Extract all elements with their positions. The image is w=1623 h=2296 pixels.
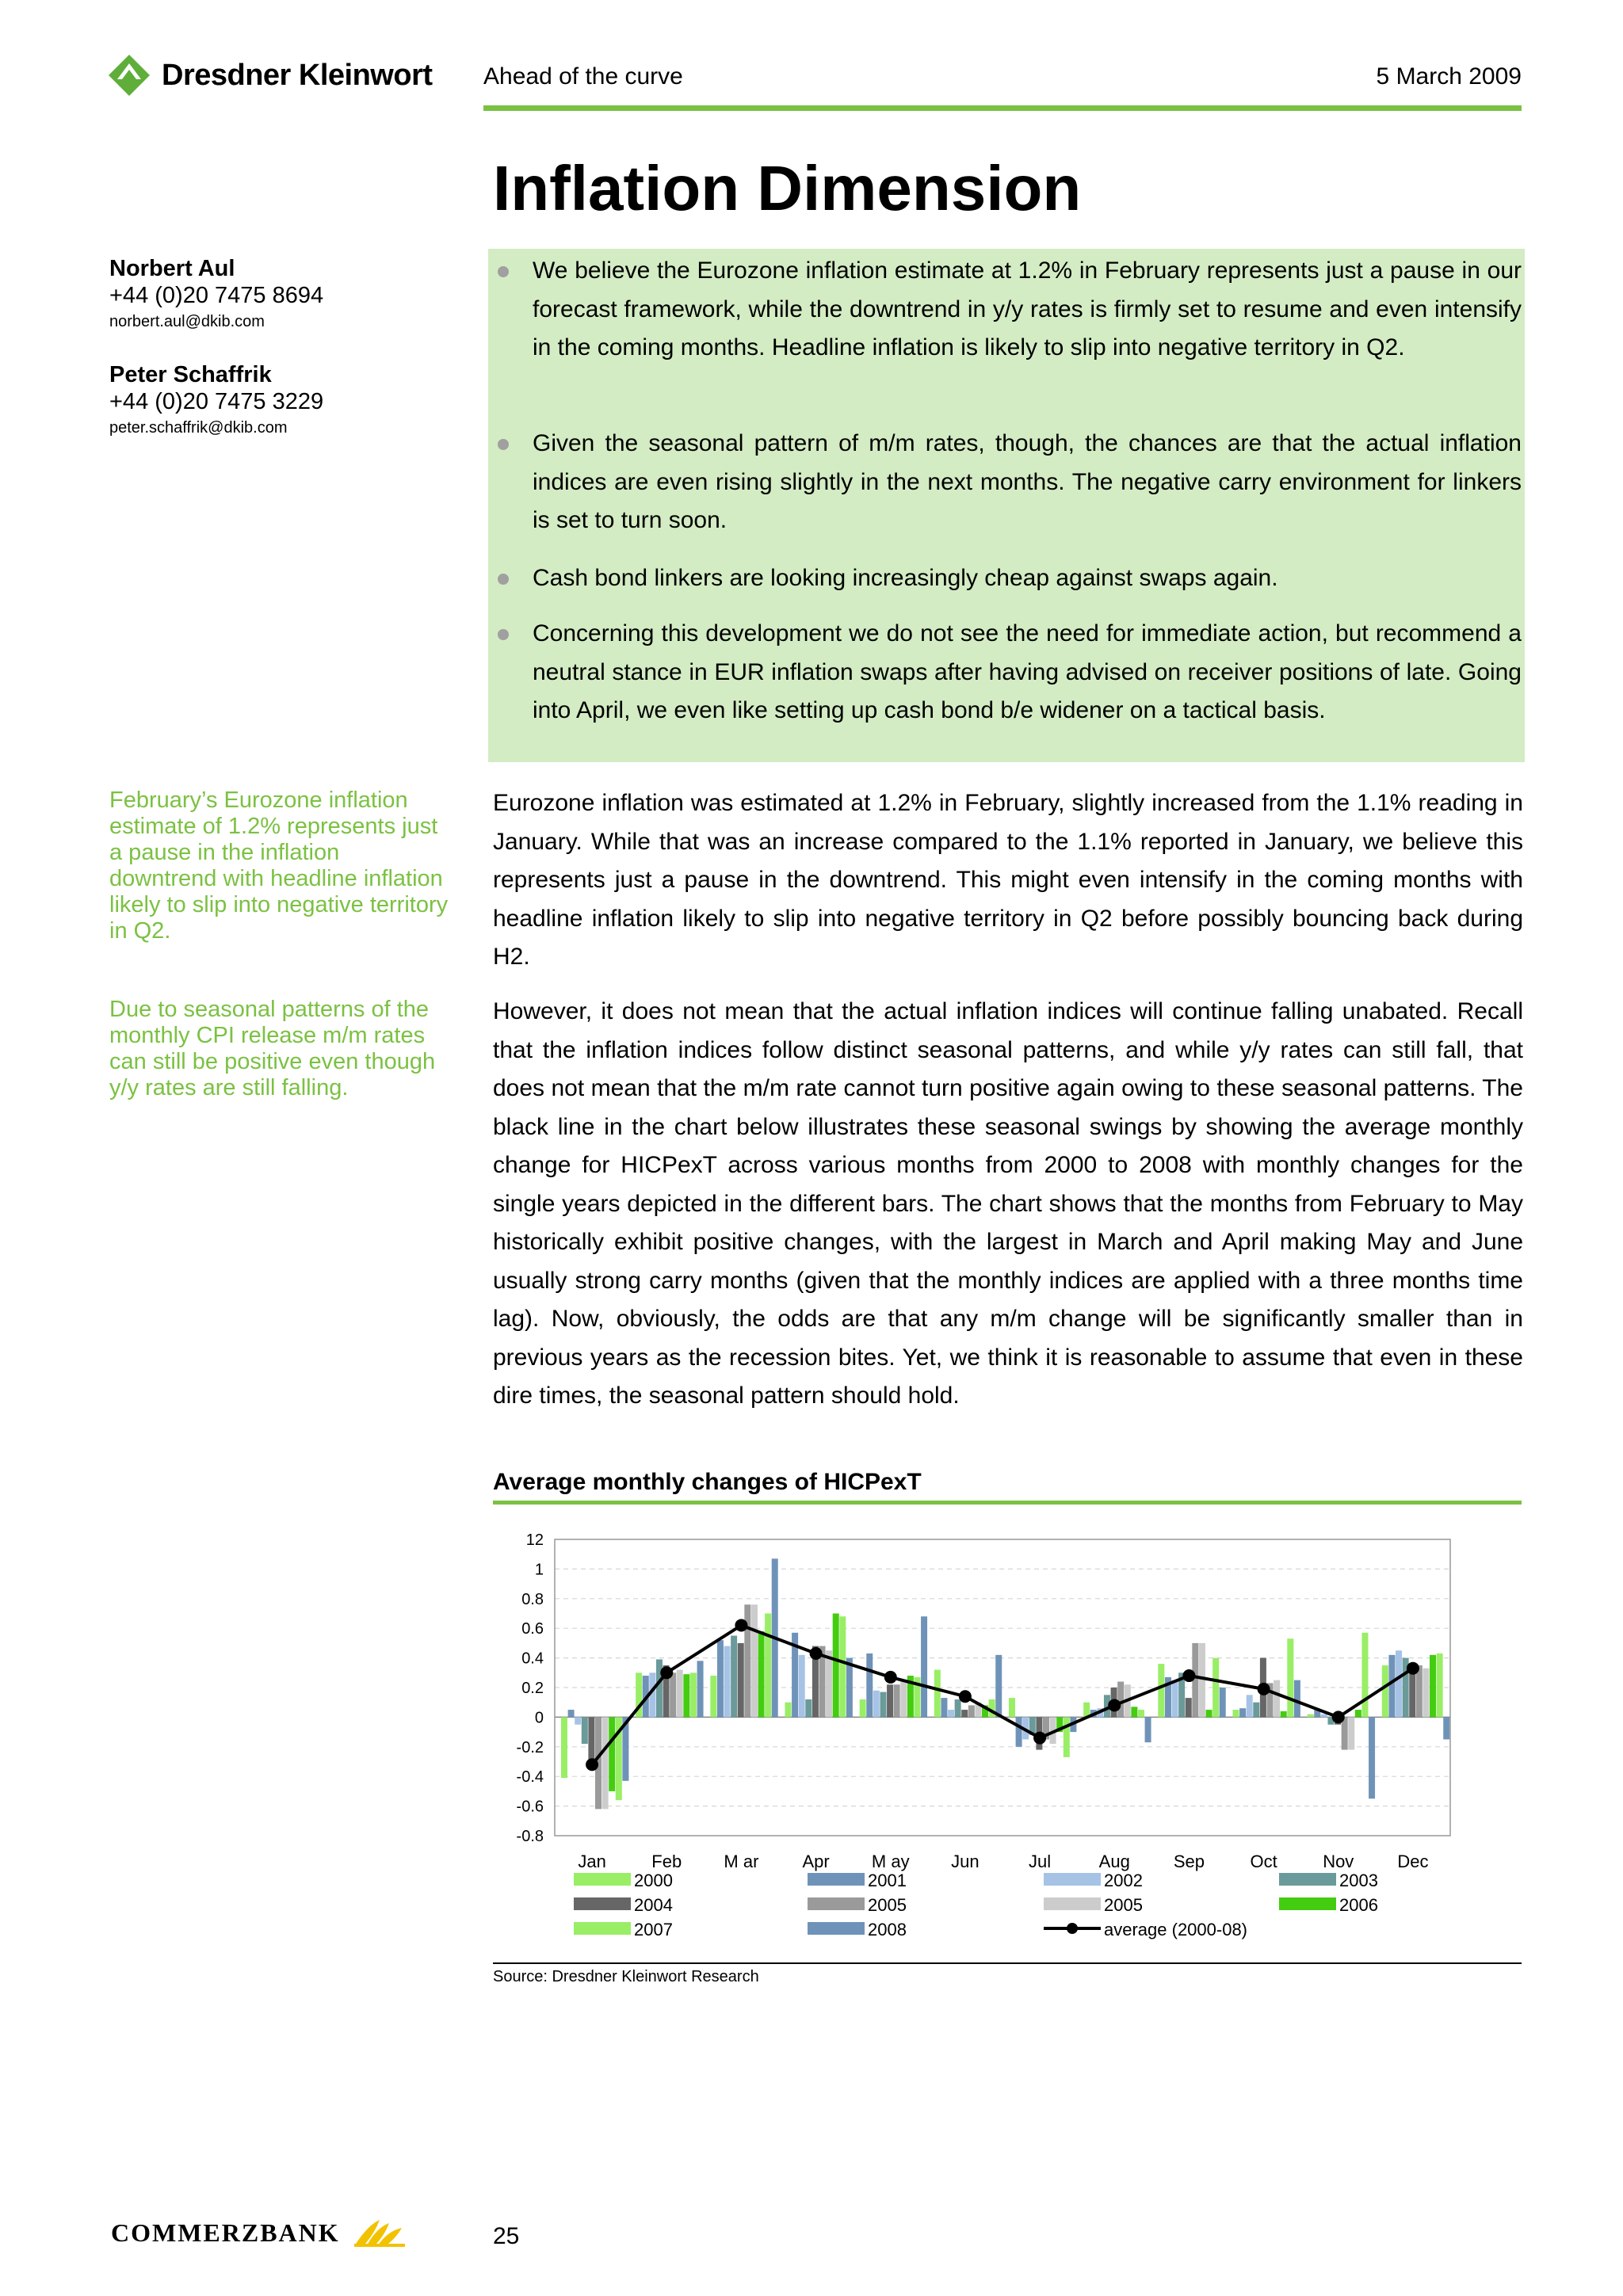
bar [785, 1703, 792, 1718]
y-tick-label: -0.8 [516, 1828, 544, 1845]
author-name: Peter Schaffrik [109, 362, 272, 387]
bar [1308, 1714, 1314, 1718]
bar [1294, 1680, 1300, 1718]
y-tick-label: 0.8 [521, 1590, 544, 1608]
y-tick-label: -0.4 [516, 1768, 544, 1787]
bar [1369, 1717, 1375, 1798]
bar [1206, 1710, 1212, 1717]
bar [955, 1699, 961, 1717]
bar [839, 1616, 846, 1717]
authors-block [109, 255, 458, 467]
bar [1342, 1717, 1348, 1749]
legend-label: 2004 [634, 1895, 673, 1915]
bar [731, 1636, 737, 1718]
chart-title: Average monthly changes of HICPexT [493, 1469, 922, 1495]
average-point [1108, 1699, 1121, 1711]
bullet-icon [498, 439, 509, 450]
x-tick-label: Aug [1098, 1852, 1130, 1871]
bar [656, 1659, 663, 1717]
bar [717, 1640, 724, 1717]
x-tick-label: M ay [871, 1852, 910, 1871]
bar [995, 1655, 1002, 1718]
dresdner-logo-icon [106, 52, 152, 98]
legend-swatch [808, 1897, 865, 1910]
y-tick-label: 0.4 [521, 1650, 544, 1668]
bar [799, 1655, 805, 1718]
legend-swatch [808, 1873, 865, 1886]
bar [1138, 1710, 1144, 1717]
bar [1382, 1665, 1388, 1717]
summary-bullet [488, 615, 1525, 730]
legend-label: 2003 [1339, 1871, 1378, 1890]
bar [609, 1717, 615, 1791]
chart-title-rule [493, 1501, 1522, 1505]
average-point [810, 1647, 823, 1660]
average-point [1258, 1683, 1270, 1695]
bar [1355, 1710, 1361, 1717]
average-point [660, 1666, 673, 1679]
bar [826, 1650, 832, 1717]
bar [751, 1604, 758, 1717]
bar [1253, 1703, 1259, 1718]
body-paragraph: Eurozone inflation was estimated at 1.2% in February, slightly increased from the 1.1% reading in January. While that was an increase compared to the 1.1% reported in January, we believe this represents just a pause in the downtrend. This might even intensify in the coming months with headline inflation likely to slip into negative territory in Q2 before possibly bouncing back during H2. [493, 790, 1523, 970]
legend-swatch [574, 1922, 631, 1935]
summary-bullet [488, 252, 1525, 368]
bar [582, 1717, 588, 1744]
x-tick-label: Nov [1323, 1852, 1354, 1871]
bar [941, 1698, 947, 1717]
legend-label: 2005 [868, 1895, 907, 1915]
x-tick-label: Apr [802, 1852, 830, 1871]
bar [887, 1684, 893, 1717]
bar [833, 1614, 839, 1718]
bullet-icon [498, 574, 509, 585]
body-paragraph: However, it does not mean that the actual inflation indices will continue falling unabated. Recall that the inflation indices follow distinct seasonal patterns, and while y/y rates can still fall, that does not mean that the m/m rate cannot turn positive again owing to these seasonal patterns. The black line in the chart below illustrates these seasonal swings by showing the average monthly change for HICPexT across various months from 2000 to 2008 with monthly changes for the single years depicted in the different bars. The chart shows that the months from February to May historically exhibit positive changes, with the largest in March and April making May and June usually strong carry months (given that the monthly indices are applied with a three months time lag). Now, obviously, the odds are that any m/m change will be significantly smaller than in previous years as the recession bites. Yet, we think it is reasonable to assume that even in these dire times, the seasonal pattern should hold. [493, 998, 1523, 1409]
bar [724, 1646, 731, 1718]
x-tick-label: Jan [578, 1852, 606, 1871]
summary-bullet-text: Given the seasonal pattern of m/m rates, though, the chances are that the actual inflation indices are even rising slightly in the next months. The negative carry environment for linkers is set to turn soon. [533, 430, 1522, 533]
page-number: 25 [493, 2223, 520, 2249]
bar [1388, 1655, 1395, 1718]
bar [1117, 1682, 1124, 1718]
bar [1199, 1643, 1205, 1718]
author [109, 255, 458, 334]
bar [710, 1676, 716, 1717]
bar [1016, 1717, 1022, 1746]
bullet-icon [498, 629, 509, 640]
chart-legend [574, 1871, 1378, 1939]
legend-swatch [1279, 1897, 1336, 1910]
summary-bullet [488, 425, 1525, 540]
summary-bullet-text: Cash bond linkers are looking increasingly cheap against swaps again. [533, 565, 1278, 591]
bar [948, 1710, 954, 1717]
y-tick-label: 0.2 [521, 1680, 544, 1697]
average-point [884, 1671, 897, 1684]
chart-bottom-rule [493, 1962, 1522, 1964]
legend-swatch [1279, 1873, 1336, 1886]
summary-box [488, 249, 1525, 762]
bar [1172, 1680, 1178, 1718]
bar [758, 1631, 765, 1717]
y-tick-label: 12 [525, 1531, 544, 1549]
legend-label: 2008 [868, 1920, 907, 1939]
bar [921, 1616, 927, 1717]
bar [1287, 1638, 1293, 1717]
chart-bars [561, 1558, 1449, 1809]
bar [846, 1658, 853, 1718]
legend-label: 2007 [634, 1920, 673, 1939]
side-note: Due to seasonal patterns of the monthly CPI release m/m rates can still be positive even though y/y rates are still falling. [109, 997, 436, 1100]
commerzbank-ribbon-icon [353, 2217, 408, 2248]
publication-date: 5 March 2009 [1376, 63, 1522, 90]
bar [1396, 1650, 1402, 1717]
x-tick-label: Sep [1173, 1852, 1205, 1871]
bar [866, 1653, 873, 1717]
bar [873, 1691, 880, 1718]
author-email[interactable]: norbert.aul@dkib.com [109, 313, 265, 330]
bar [1158, 1664, 1164, 1717]
y-tick-label: -0.6 [516, 1798, 544, 1816]
bar [738, 1643, 744, 1718]
bullet-icon [498, 266, 509, 277]
x-tick-label: Jun [951, 1852, 980, 1871]
author-phone: +44 (0)20 7475 3229 [109, 389, 324, 414]
bar [1409, 1672, 1415, 1717]
bar [1212, 1658, 1219, 1718]
bar [561, 1717, 567, 1778]
author-email[interactable]: peter.schaffrik@dkib.com [109, 419, 288, 437]
legend-swatch [1044, 1897, 1101, 1910]
bar [677, 1670, 683, 1718]
bar [568, 1710, 575, 1717]
legend-swatch [574, 1873, 631, 1886]
summary-bullet [488, 559, 1525, 598]
legend-label: 2006 [1339, 1895, 1378, 1915]
average-point [586, 1758, 598, 1771]
bar [894, 1684, 900, 1717]
x-tick-label: Feb [651, 1852, 682, 1871]
publication-series: Ahead of the curve [483, 63, 683, 90]
page-title: Inflation Dimension [493, 153, 1082, 223]
bar [588, 1717, 594, 1761]
hicpext-bar-chart [493, 1509, 1522, 1961]
bar [1239, 1708, 1246, 1717]
bar [1220, 1688, 1226, 1717]
x-tick-label: M ar [724, 1852, 759, 1871]
bar [961, 1710, 968, 1717]
bar [670, 1672, 676, 1717]
bar [1186, 1698, 1192, 1717]
bar [1131, 1707, 1137, 1717]
dresdner-kleinwort-logo [106, 51, 433, 100]
legend-label: 2001 [868, 1871, 907, 1890]
bar [1321, 1714, 1327, 1718]
bar [1281, 1711, 1287, 1717]
average-point [959, 1690, 972, 1703]
bar [968, 1705, 975, 1717]
average-point [1182, 1669, 1195, 1682]
summary-bullet-text: We believe the Eurozone inflation estimate at 1.2% in February represents just a pause in our forecast framework, while the downtrend in y/y rates is firmly set to resume and even intensify in the coming months. Headline inflation is likely to slip into negative territory in Q2. [533, 257, 1522, 360]
bar [1430, 1655, 1436, 1718]
legend-swatch [574, 1897, 631, 1910]
y-axis-ticks [517, 1531, 544, 1845]
average-point [1033, 1732, 1046, 1745]
bar [1247, 1695, 1253, 1717]
summary-bullet-text: Concerning this development we do not see the need for immediate action, but recommend a neutral stance in EUR inflation swaps after having advised on receiver positions of late. Going into April, we even like setting up cash bond b/e widener on a tactical basis. [533, 620, 1522, 723]
x-tick-label: Oct [1250, 1852, 1277, 1871]
bar [1437, 1653, 1443, 1717]
y-tick-label: 1 [534, 1561, 544, 1579]
bar [1009, 1698, 1015, 1717]
author-name: Norbert Aul [109, 256, 235, 281]
bar [900, 1680, 907, 1718]
header-rule [483, 105, 1522, 111]
x-axis-ticks [578, 1852, 1428, 1871]
bar [1274, 1680, 1280, 1718]
legend-label: average (2000-08) [1104, 1920, 1248, 1939]
chart-source: Source: Dresdner Kleinwort Research [493, 1968, 759, 1985]
x-tick-label: Jul [1029, 1852, 1052, 1871]
bar [683, 1674, 689, 1717]
legend-swatch [808, 1922, 865, 1935]
author [109, 361, 458, 441]
bar [575, 1717, 581, 1724]
bar [1348, 1717, 1354, 1749]
y-tick-label: -0.2 [516, 1738, 544, 1756]
bar [1443, 1717, 1449, 1739]
bar [1361, 1633, 1368, 1718]
bar [1423, 1669, 1429, 1718]
average-point [1332, 1711, 1345, 1723]
average-point [1407, 1662, 1419, 1675]
author-phone: +44 (0)20 7475 8694 [109, 283, 324, 308]
bar [1064, 1717, 1070, 1756]
legend-swatch [1044, 1873, 1101, 1886]
commerzbank-logo [111, 2217, 408, 2248]
legend-label: 2000 [634, 1871, 673, 1890]
commerzbank-logo-text: COMMERZBANK [111, 2218, 340, 2247]
bar [880, 1692, 886, 1718]
y-tick-label: 0 [534, 1709, 544, 1727]
bar [765, 1614, 771, 1718]
bar [1233, 1710, 1239, 1717]
legend-label: 2002 [1104, 1871, 1143, 1890]
bar [697, 1661, 704, 1717]
bar [860, 1699, 866, 1717]
legend-label: 2005 [1104, 1895, 1143, 1915]
bar [934, 1670, 941, 1718]
y-tick-label: 0.6 [521, 1620, 544, 1638]
bar [602, 1717, 609, 1809]
x-tick-label: Dec [1397, 1852, 1429, 1871]
average-point [735, 1619, 747, 1631]
logo-text: Dresdner Kleinwort [162, 58, 433, 92]
bar [805, 1699, 812, 1717]
legend-marker [1067, 1923, 1078, 1934]
side-note: February’s Eurozone inflation estimate of 1.2% represents just a pause in the inflation downtrend with headline inflation likely to slip into negative territory in Q2. [109, 788, 449, 944]
bar [1145, 1717, 1151, 1742]
bar [690, 1672, 697, 1717]
